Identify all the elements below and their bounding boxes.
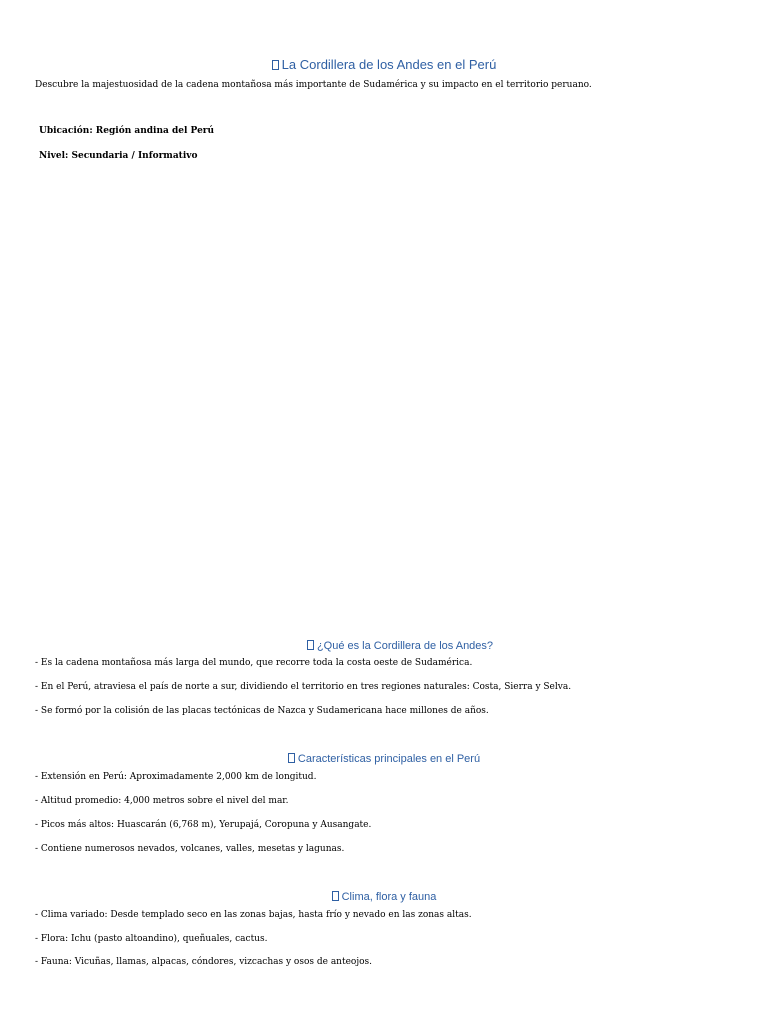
missing-glyph-icon <box>307 640 314 650</box>
missing-glyph-icon <box>272 60 279 70</box>
section-heading <box>16 640 768 652</box>
list-item: - Flora: Ichu (pasto altoandino), queñuales, cactus. <box>35 934 268 944</box>
meta-level: Nivel: Secundaria / Informativo <box>39 151 198 161</box>
missing-glyph-icon <box>332 891 339 901</box>
list-item: - Altitud promedio: 4,000 metros sobre el nivel del mar. <box>35 796 289 806</box>
section-heading-text: Clima, flora y fauna <box>341 891 437 903</box>
section-heading-text: ¿Qué es la Cordillera de los Andes? <box>316 640 494 652</box>
list-item: - Extensión en Perú: Aproximadamente 2,000 km de longitud. <box>35 772 317 782</box>
list-item: - Clima variado: Desde templado seco en las zonas bajas, hasta frío y nevado en las zonas altas. <box>35 910 472 920</box>
section-heading-text: Características principales en el Perú <box>297 753 481 765</box>
document-title-text: La Cordillera de los Andes en el Perú <box>281 57 497 72</box>
list-item: - Fauna: Vicuñas, llamas, alpacas, cóndores, vizcachas y osos de anteojos. <box>35 957 373 967</box>
list-item: - Se formó por la colisión de las placas tectónicas de Nazca y Sudamericana hace millones de años. <box>35 706 489 716</box>
list-item: - Contiene numerosos nevados, volcanes, valles, mesetas y lagunas. <box>35 844 345 854</box>
document-title <box>0 57 768 72</box>
intro-paragraph: Descubre la majestuosidad de la cadena montañosa más importante de Sudamérica y su impacto en el territorio peruano. <box>35 80 592 90</box>
missing-glyph-icon <box>288 753 295 763</box>
list-item: - Picos más altos: Huascarán (6,768 m), Yerupajá, Coropuna y Ausangate. <box>35 820 372 830</box>
list-item: - Es la cadena montañosa más larga del mundo, que recorre toda la costa oeste de Sudamérica. <box>35 658 473 668</box>
section-heading <box>0 753 768 765</box>
section-heading <box>0 891 768 903</box>
list-item: - En el Perú, atraviesa el país de norte a sur, dividiendo el territorio en tres regiones naturales: Costa, Sierra y Selva. <box>35 682 572 692</box>
meta-location: Ubicación: Región andina del Perú <box>39 126 215 136</box>
